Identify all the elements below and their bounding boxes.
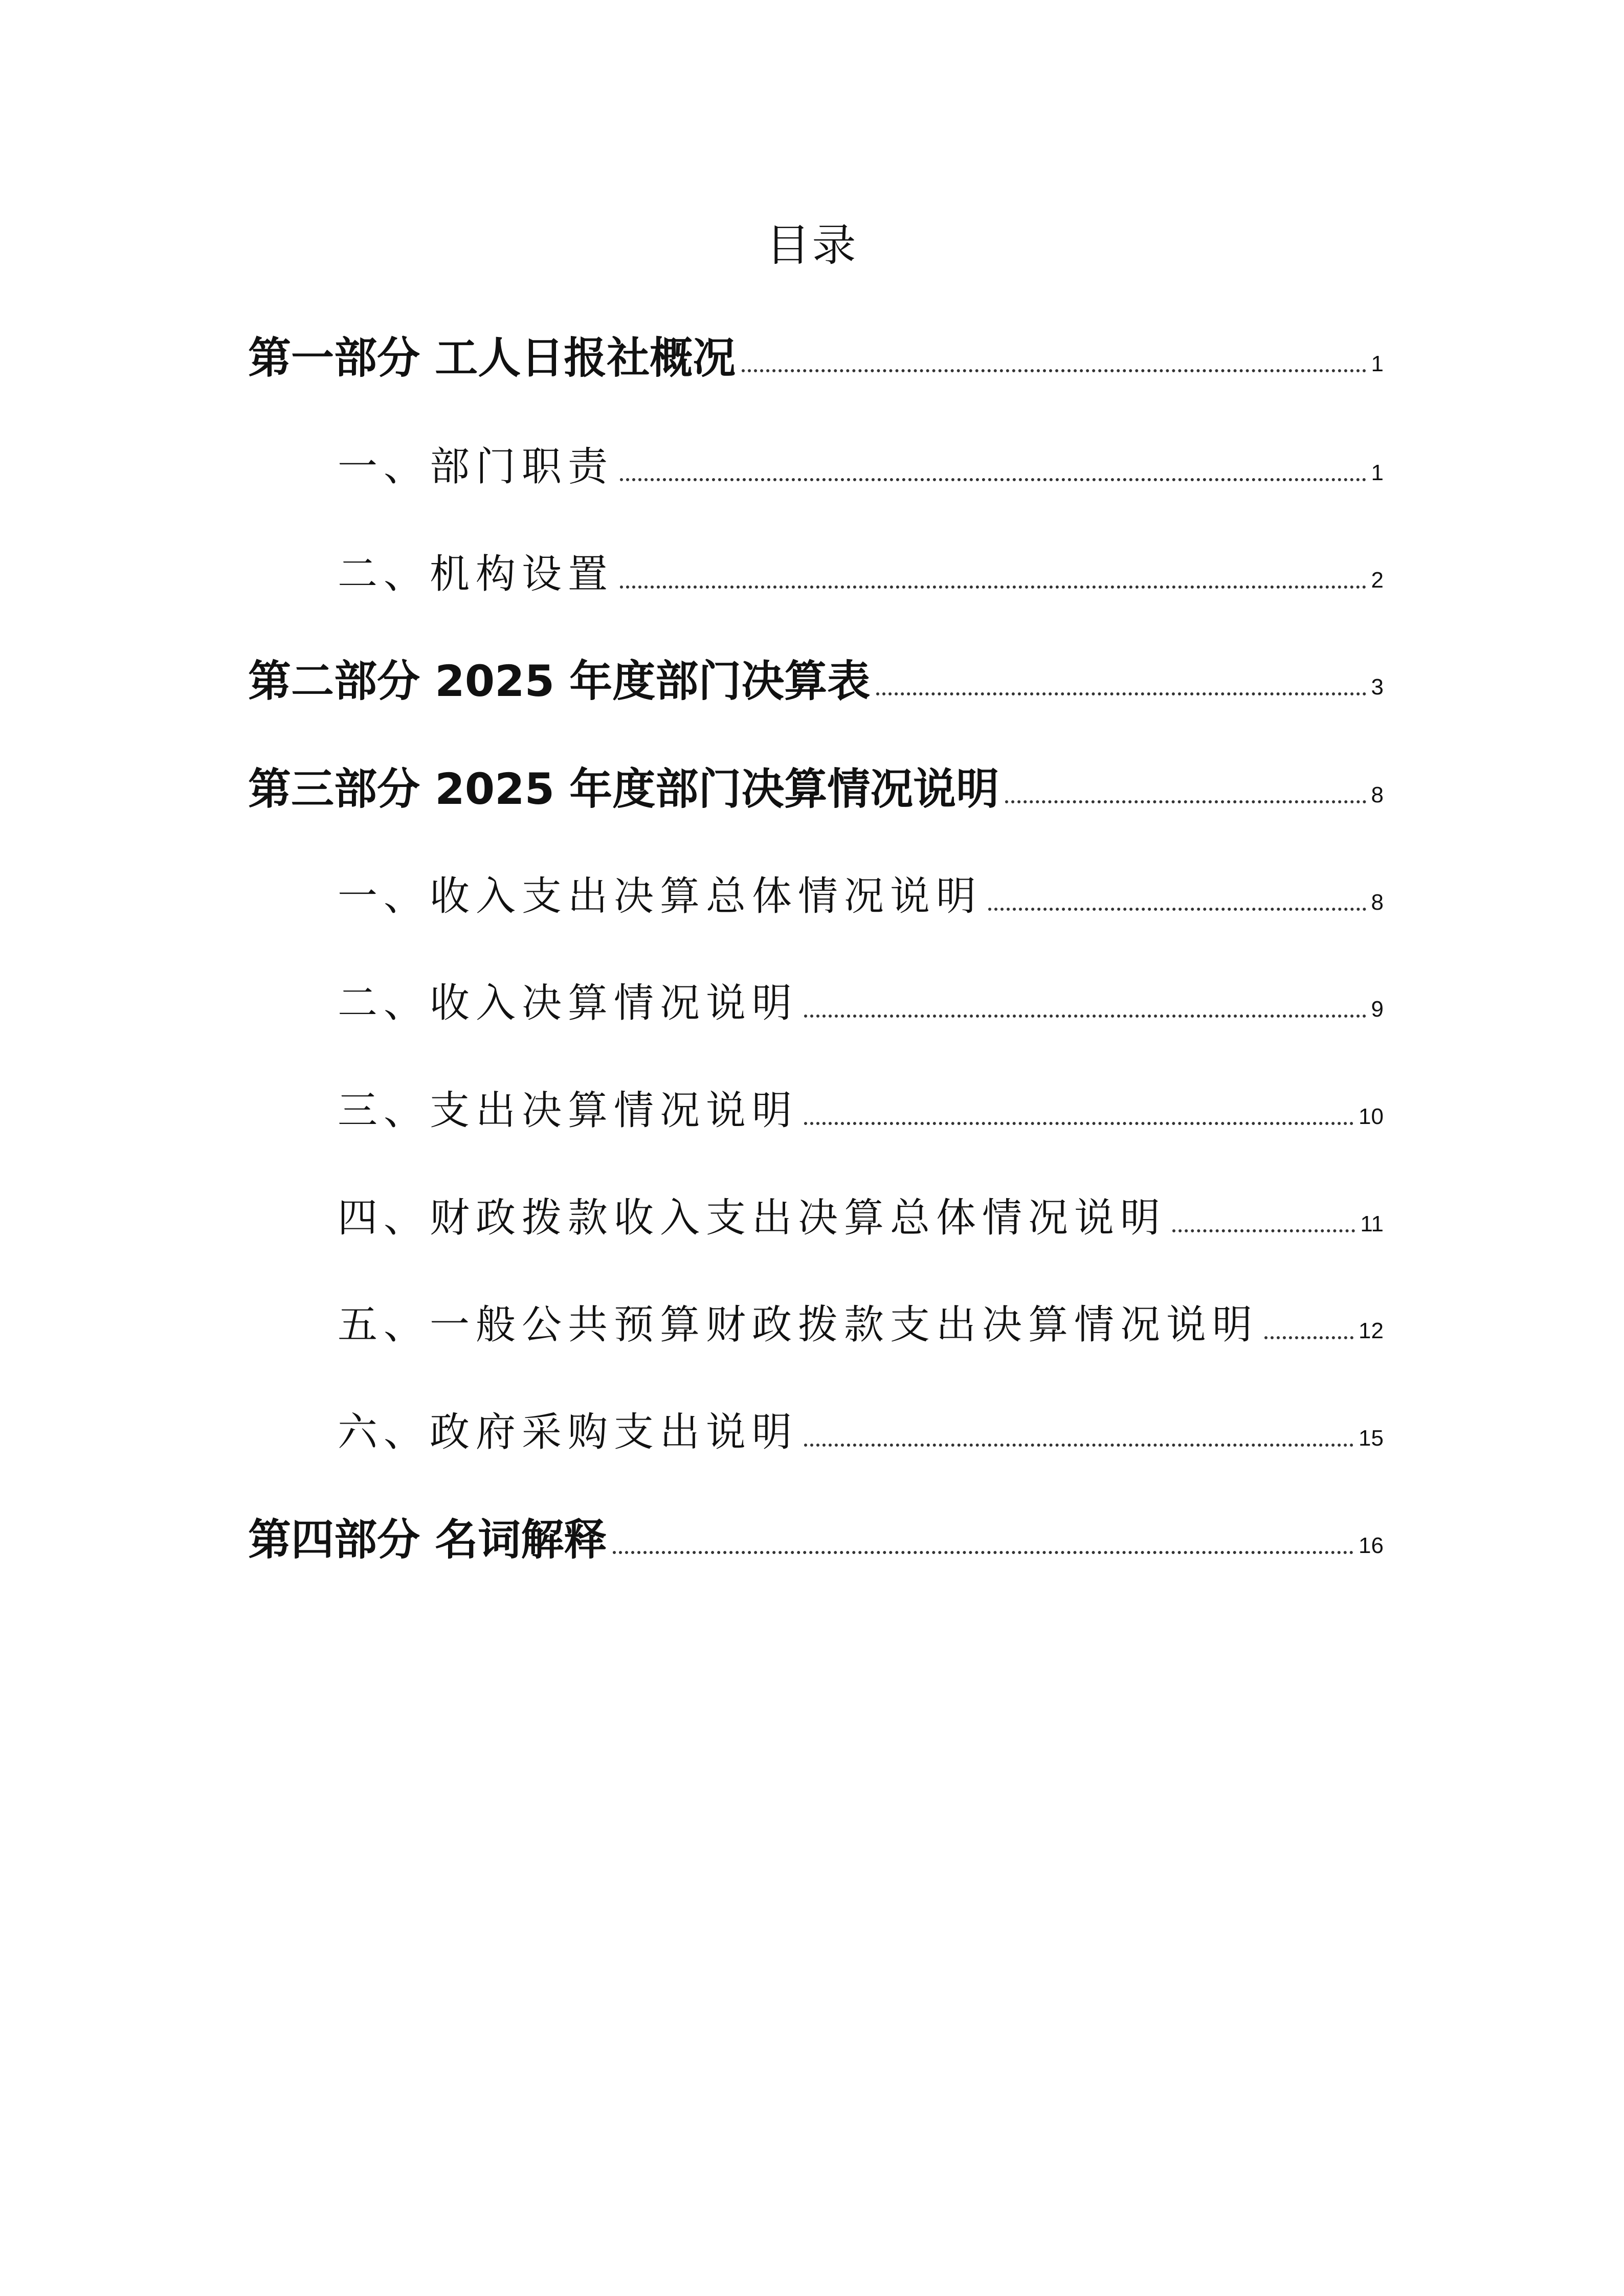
dot-leader bbox=[804, 1122, 1353, 1125]
toc-entry-section[interactable] bbox=[338, 1080, 1384, 1141]
toc-entry-section[interactable] bbox=[338, 436, 1384, 498]
dot-leader bbox=[613, 1551, 1353, 1554]
toc-page-number: 12 bbox=[1359, 1318, 1384, 1343]
toc-entry-section[interactable] bbox=[338, 866, 1384, 927]
toc-entry-text: 二、收入决算情况说明 bbox=[338, 980, 798, 1026]
toc-entry-text: 第四部分 名词解释 bbox=[248, 1515, 607, 1565]
toc-title: 目录 bbox=[766, 220, 858, 271]
toc-page-number: 1 bbox=[1371, 351, 1384, 376]
toc-page-number: 1 bbox=[1371, 460, 1384, 485]
toc-page-number: 3 bbox=[1371, 674, 1384, 700]
dot-leader bbox=[620, 586, 1366, 589]
dot-leader bbox=[1264, 1336, 1353, 1339]
toc-entry-text: 五、一般公共预算财政拨款支出决算情况说明 bbox=[338, 1302, 1259, 1348]
toc-page-number: 10 bbox=[1359, 1104, 1384, 1129]
dot-leader bbox=[620, 478, 1366, 481]
toc-entry-part-2[interactable] bbox=[248, 650, 1384, 712]
toc-page-number: 2 bbox=[1371, 568, 1384, 593]
toc-page-number: 15 bbox=[1359, 1426, 1384, 1451]
toc-entry-text: 一、部门职责 bbox=[338, 444, 614, 490]
dot-leader bbox=[804, 1015, 1366, 1018]
dot-leader bbox=[804, 1444, 1353, 1447]
toc-page-number: 8 bbox=[1371, 890, 1384, 915]
toc-entry-section[interactable] bbox=[338, 973, 1384, 1034]
toc-entry-text: 第二部分 2025 年度部门决算表 bbox=[248, 656, 871, 706]
toc-entry-text: 二、机构设置 bbox=[338, 551, 614, 597]
toc-entry-section[interactable] bbox=[338, 544, 1384, 605]
toc-page-number: 16 bbox=[1359, 1533, 1384, 1558]
toc-entry-section[interactable] bbox=[338, 1294, 1384, 1356]
toc-entry-text: 三、支出决算情况说明 bbox=[338, 1088, 798, 1134]
dot-leader bbox=[876, 692, 1366, 695]
dot-leader bbox=[1005, 800, 1366, 803]
toc-entry-part-1[interactable] bbox=[248, 327, 1384, 389]
toc-entry-part-3[interactable] bbox=[248, 758, 1384, 820]
toc-page-number: 11 bbox=[1360, 1211, 1384, 1236]
dot-leader bbox=[1172, 1229, 1355, 1232]
dot-leader bbox=[988, 908, 1366, 911]
dot-leader bbox=[742, 369, 1366, 372]
toc-entry-section[interactable] bbox=[338, 1402, 1384, 1463]
toc-entry-section[interactable] bbox=[338, 1187, 1384, 1249]
toc-page-number: 8 bbox=[1371, 782, 1384, 807]
toc-entry-part-4[interactable] bbox=[248, 1509, 1384, 1570]
toc-entry-text: 第三部分 2025 年度部门决算情况说明 bbox=[248, 764, 999, 814]
toc-entry-text: 第一部分 工人日报社概况 bbox=[248, 333, 736, 383]
toc-page-number: 9 bbox=[1371, 997, 1384, 1022]
toc-entry-text: 六、政府采购支出说明 bbox=[338, 1409, 798, 1455]
toc-entry-text: 四、财政拨款收入支出决算总体情况说明 bbox=[338, 1195, 1167, 1241]
toc-entry-text: 一、收入支出决算总体情况说明 bbox=[338, 873, 983, 919]
